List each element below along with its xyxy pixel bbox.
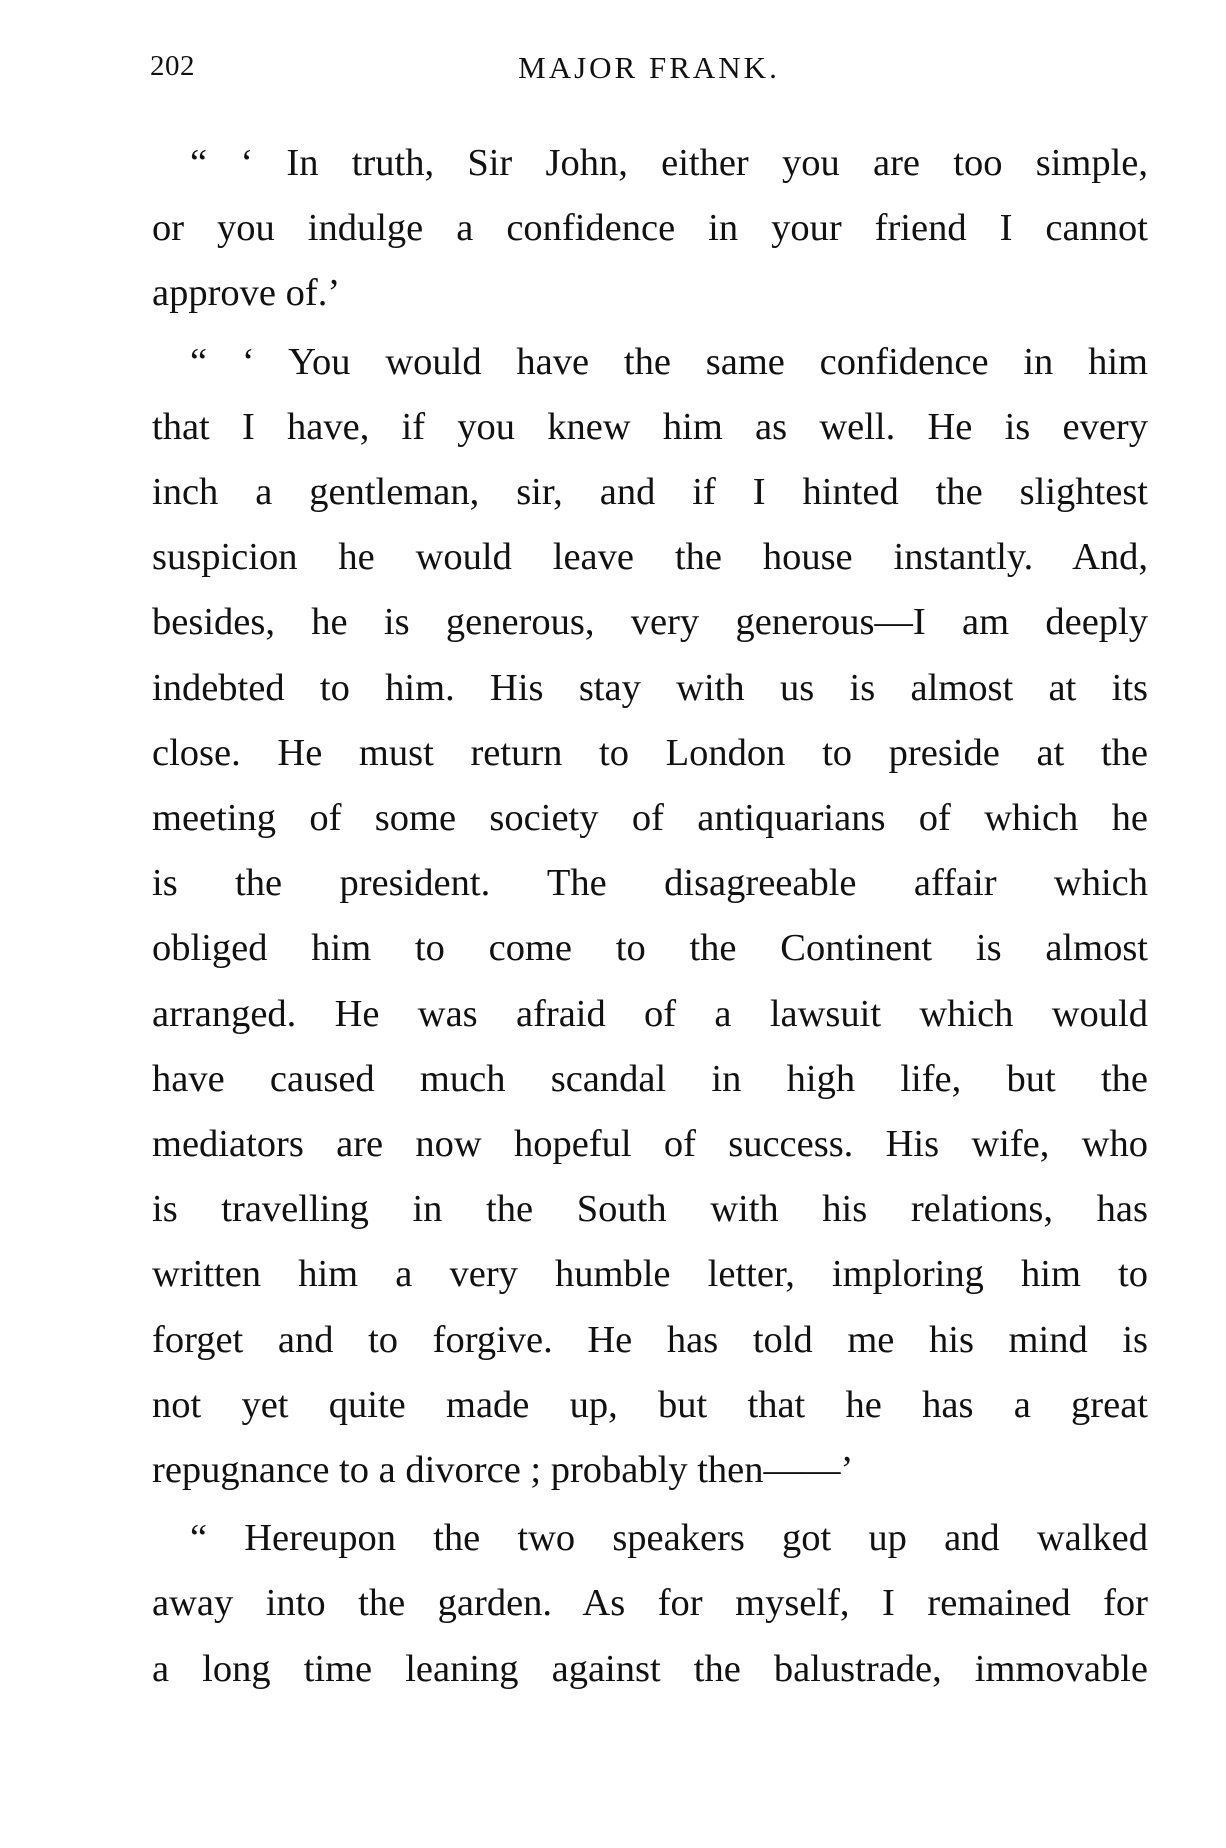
text-line: is the president. The disagreeable affair which: [152, 862, 1148, 905]
text-line: indebted to him. His stay with us is almost at its: [152, 666, 1148, 709]
text-line: besides, he is generous, very generous—I am deeply: [152, 601, 1148, 644]
text-line: that I have, if you knew him as well. He is every: [152, 405, 1148, 448]
text-line: suspicion he would leave the house instantly. And,: [152, 536, 1148, 579]
text-line: mediators are now hopeful of success. His wife, who: [152, 1123, 1148, 1166]
paragraph: [152, 131, 1148, 327]
text-line: “ ‘ In truth, Sir John, either you are too simple,: [190, 142, 1148, 184]
text-line: away into the garden. As for myself, I remained for: [152, 1582, 1148, 1625]
text-line: meeting of some society of antiquarians of which he: [152, 797, 1148, 840]
running-head: [150, 50, 1148, 90]
text-line: approve of.’: [152, 272, 341, 315]
text-line: close. He must return to London to preside at the: [152, 731, 1148, 774]
body-text: [152, 131, 1148, 1702]
text-line: have caused much scandal in high life, but the: [152, 1057, 1148, 1100]
text-line: written him a very humble letter, imploring him to: [152, 1253, 1148, 1296]
text-line: repugnance to a divorce ; probably then——’: [152, 1449, 854, 1492]
text-line: or you indulge a confidence in your friend I cannot: [152, 207, 1148, 250]
text-line: arranged. He was afraid of a lawsuit which would: [152, 992, 1148, 1035]
text-line: inch a gentleman, sir, and if I hinted the slightest: [152, 471, 1148, 514]
paragraph: [152, 330, 1148, 1504]
text-line: forget and to forgive. He has told me his mind is: [152, 1318, 1148, 1361]
text-line: “ ‘ You would have the same confidence in him: [190, 340, 1148, 383]
running-title: MAJOR FRANK.: [518, 50, 780, 85]
text-line: is travelling in the South with his relations, has: [152, 1188, 1148, 1231]
text-line: “ Hereupon the two speakers got up and walked: [190, 1517, 1148, 1560]
text-line: a long time leaning against the balustrade, immovable: [152, 1647, 1148, 1690]
text-line: obliged him to come to the Continent is almost: [152, 927, 1148, 970]
paragraph: [152, 1506, 1148, 1702]
text-line: not yet quite made up, but that he has a great: [152, 1383, 1148, 1426]
page-number: 202: [150, 50, 195, 82]
